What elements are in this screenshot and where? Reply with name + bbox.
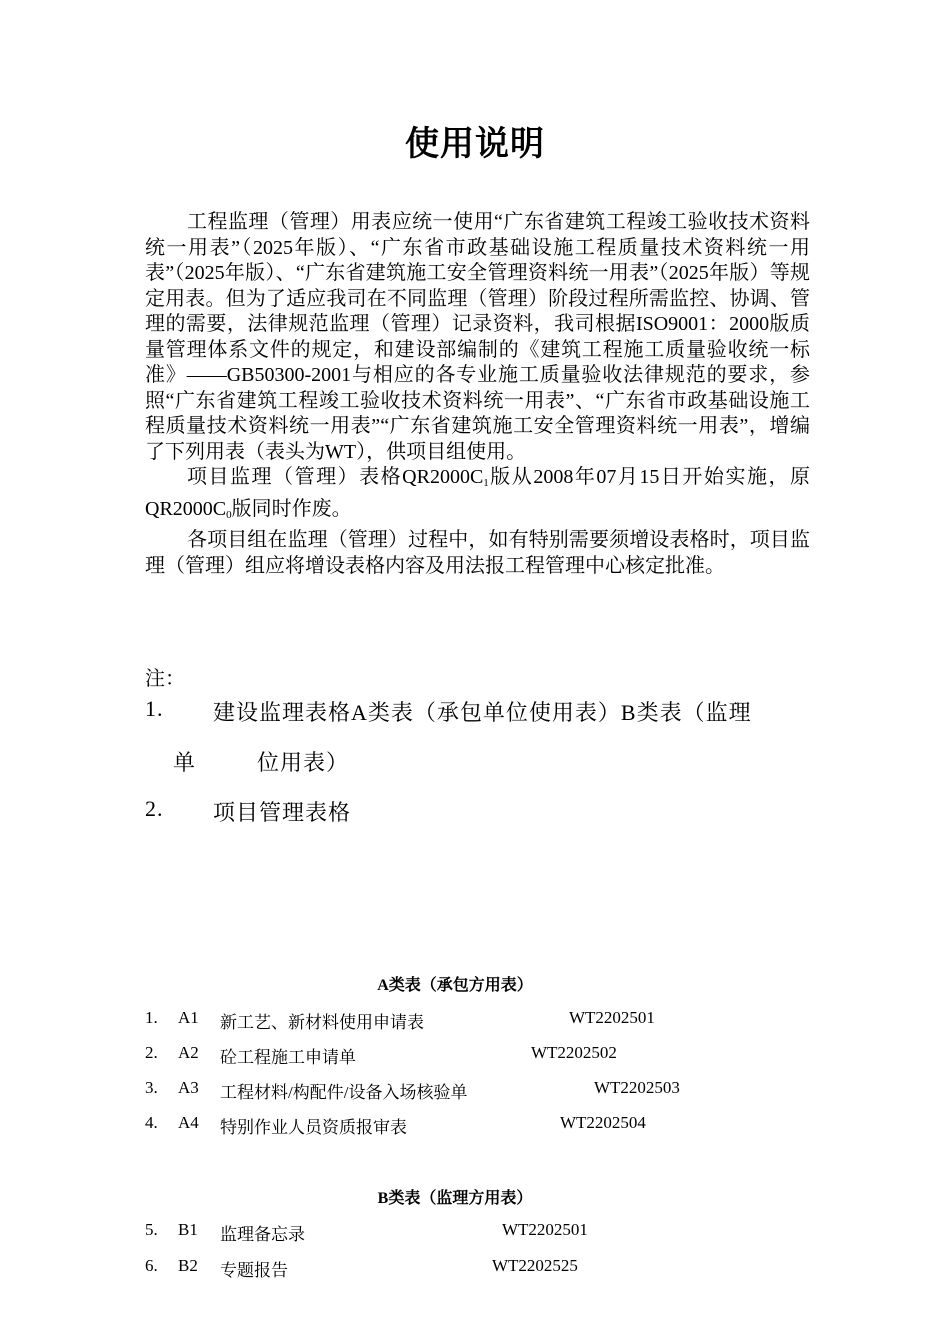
row-code: B1 — [178, 1220, 198, 1239]
row-code: B2 — [178, 1256, 198, 1275]
row-form-number: WT2202504 — [560, 1113, 646, 1132]
row-name: 工程材料/构配件/设备入场核验单 — [220, 1083, 468, 1102]
row-form-number: WT2202502 — [531, 1043, 617, 1062]
row-number: 1. — [145, 1008, 158, 1027]
page-title: 使用说明 — [405, 126, 545, 163]
paragraph-2-part-3: 版同时作废。 — [231, 497, 352, 520]
row-code: A3 — [178, 1078, 199, 1097]
row-form-number: WT2202501 — [502, 1220, 588, 1239]
note-1-text: 建设监理表格A类表（承包单位使用表）B类表（监理 — [213, 700, 752, 725]
row-name: 砼工程施工申请单 — [220, 1048, 356, 1067]
paragraph-2-part-2: 版从2008年07月15日开始实施，原QR2000C — [145, 466, 810, 520]
row-name: 专题报告 — [220, 1261, 288, 1280]
row-number: 2. — [145, 1043, 158, 1062]
note-1-text-continued-b: 位用表） — [257, 750, 350, 775]
section-b-title: B类表（监理方用表） — [377, 1190, 533, 1207]
paragraph-2-part-1: 项目监理（管理）表格QR2000C — [187, 466, 484, 488]
paragraph-1: 工程监理（管理）用表应统一使用“广东省建筑工程竣工验收技术资料统一用表”（2025年版）、“广东省市政基础设施工程质量技术资料统一用表”（2025年版）、“广东省建筑施工安全管理资料统一用表”（2025年版）等规定用表。但为了适应我司在不同监理（管理）阶段过程所需监控、协调、管理的需要，法律规范监理（管理）记录资料，我司根据ISO9001：2000版质量管理体系文件的规定，和建设部编制的《建筑工程施工质量验收统一标准》——GB50300-2001与相应的各专业施工质量验收法律规范的要求，参照“广东省建筑工程竣工验收技术资料统一用表”、“广东省市政基础设施工程质量技术资料统一用表”“广东省建筑施工安全管理资料统一用表”，增编了下列用表（表头为WT），供项目组使用。 — [145, 211, 810, 463]
row-code: A1 — [178, 1008, 199, 1027]
paragraph-3: 各项目组在监理（管理）过程中，如有特别需要须增设表格时，项目监理（管理）组应将增设表格内容及用法报工程管理中心核定批准。 — [145, 529, 810, 577]
instructions-body — [145, 210, 810, 579]
subscript-1: 1 — [483, 477, 489, 489]
row-number: 5. — [145, 1220, 158, 1239]
paragraph-2 — [145, 465, 810, 528]
row-code: A2 — [178, 1043, 199, 1062]
row-name: 新工艺、新材料使用申请表 — [220, 1013, 424, 1032]
note-2-number: 2. — [145, 796, 164, 821]
row-name: 监理备忘录 — [220, 1225, 305, 1244]
row-number: 3. — [145, 1078, 158, 1097]
row-form-number: WT2202501 — [569, 1008, 655, 1027]
note-1-text-continued-a: 单 — [173, 750, 197, 775]
row-form-number: WT2202525 — [492, 1256, 578, 1275]
note-label: 注： — [145, 668, 185, 690]
note-2-text: 项目管理表格 — [213, 800, 352, 825]
row-code: A4 — [178, 1113, 199, 1132]
row-number: 6. — [145, 1256, 158, 1275]
row-number: 4. — [145, 1113, 158, 1132]
note-1-number: 1. — [145, 696, 164, 721]
row-form-number: WT2202503 — [594, 1078, 680, 1097]
section-a-title: A类表（承包方用表） — [377, 977, 533, 994]
row-name: 特别作业人员资质报审表 — [220, 1118, 407, 1137]
subscript-0: 0 — [226, 508, 232, 521]
